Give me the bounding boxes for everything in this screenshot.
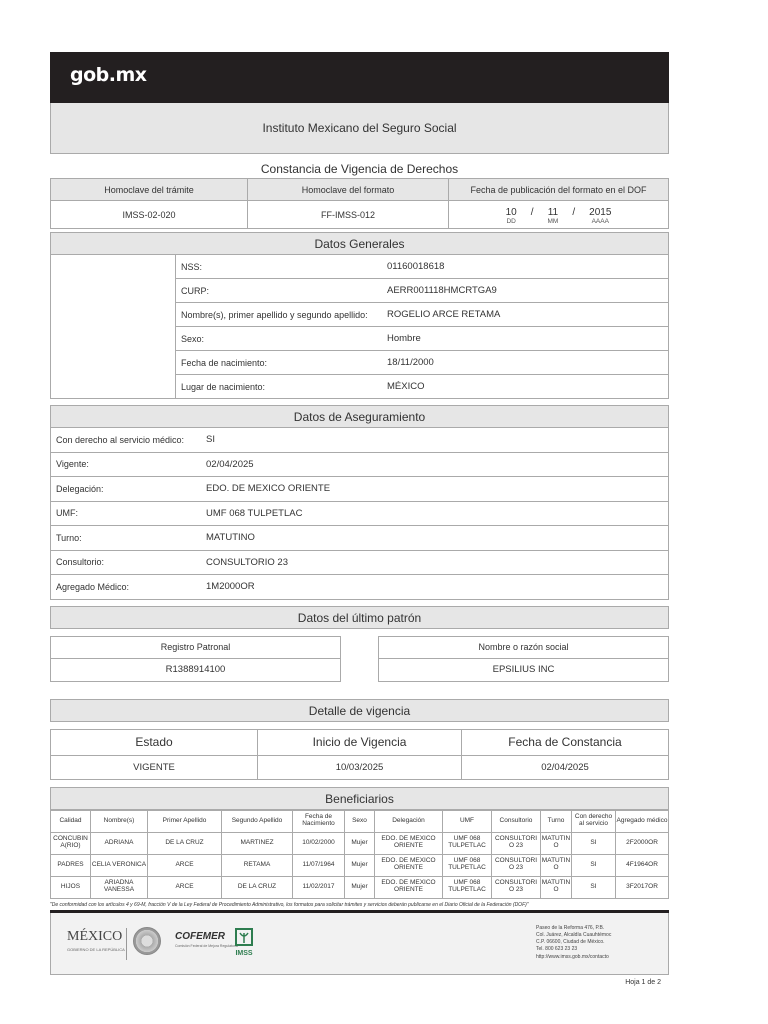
table-cell: 11/07/1964 [293,854,345,876]
table-cell: ADRIANA [91,832,148,854]
inicio-vigencia-value: 10/03/2025 [258,755,462,779]
datos-generales-row [176,351,669,375]
datos-generales-section [50,255,669,399]
estado-value: VIGENTE [51,755,258,779]
table-cell: SI [572,832,616,854]
table-row [51,832,669,854]
homoclave-tramite-value: IMSS-02-020 [51,201,248,229]
beneficiarios-column-header: UMF [443,810,492,832]
beneficiarios-column-header: Turno [541,810,572,832]
field-label: Lugar de nacimiento: [181,381,266,392]
date-year: 2015 [589,207,612,218]
field-value: 01160018618 [387,261,445,272]
table-cell: EDO. DE MEXICO ORIENTE [375,832,443,854]
beneficiarios-column-header: Calidad [51,810,91,832]
homoclave-table [50,178,669,229]
field-label: Consultorio: [56,557,105,568]
beneficiarios-column-header: Fecha de Nacimiento [293,810,345,832]
date-day-label: DD [506,218,516,225]
aseguramiento-row [50,526,669,551]
mexico-logo: MÉXICO [67,928,123,944]
datos-generales-row [176,303,669,327]
field-value: 1M2000OR [206,581,255,593]
registro-patronal-box [50,636,341,682]
document-title: Constancia de Vigencia de Derechos [260,162,459,176]
address-line: Paseo de la Reforma 476, P.B. [536,924,605,931]
table-cell: DE LA CRUZ [148,832,222,854]
table-cell: SI [572,854,616,876]
table-cell: 4F1964OR [616,854,669,876]
beneficiarios-column-header: Segundo Apellido [222,810,293,832]
table-cell: CONCUBIN A(RIO) [51,832,91,854]
field-label: Sexo: [181,333,205,344]
field-value: ROGELIO ARCE RETAMA [387,309,501,320]
datos-aseguramiento-section [50,428,669,600]
table-cell: Mujer [345,876,375,898]
aseguramiento-row [50,477,669,502]
ultimo-patron-section [50,636,669,682]
field-label: CURP: [181,285,210,296]
detalle-vigencia-table [50,729,669,780]
datos-generales-row [176,375,669,399]
table-cell: EDO. DE MEXICO ORIENTE [375,876,443,898]
beneficiarios-column-header: Con derecho al servicio [572,810,616,832]
homoclave-formato-value: FF-IMSS-012 [248,201,449,229]
field-value: EDO. DE MEXICO ORIENTE [206,483,331,495]
table-cell: 11/02/2017 [293,876,345,898]
table-cell: CONSULTORI O 23 [492,854,541,876]
beneficiarios-column-header: Delegación [375,810,443,832]
table-cell: CELIA VERONICA [91,854,148,876]
table-cell: 10/02/2000 [293,832,345,854]
ultimo-patron-title: Datos del último patrón [50,606,669,629]
datos-aseguramiento-title: Datos de Aseguramiento [50,405,669,428]
field-value: SI [206,434,215,446]
field-value: 18/11/2000 [387,357,434,368]
cofemer-logo: COFEMER [175,930,225,942]
fecha-publicacion-header: Fecha de publicación del formato en el DOF [449,179,669,201]
razon-social-value: EPSILIUS INC [378,659,669,682]
imss-logo-text: IMSS [235,949,253,957]
date-day: 10 [505,207,517,218]
field-label: Con derecho al servicio médico: [56,434,185,445]
beneficiarios-column-header: Primer Apellido [148,810,222,832]
table-cell: MARTINEZ [222,832,293,854]
field-label: NSS: [181,261,203,272]
detalle-vigencia-title: Detalle de vigencia [50,699,669,722]
field-label: Nombre(s), primer apellido y segundo apellido: [181,309,368,320]
page-indicator: Hoja 1 de 2 [625,978,661,986]
inicio-vigencia-header: Inicio de Vigencia [258,729,462,755]
homoclave-tramite-header: Homoclave del trámite [51,179,248,201]
table-cell: HIJOS [51,876,91,898]
datos-generales-row [176,327,669,351]
institution-name: Instituto Mexicano del Seguro Social [50,103,669,154]
aseguramiento-row [50,575,669,600]
date-separator: / [572,207,576,218]
aseguramiento-row [50,453,669,478]
contact-address [536,925,611,961]
registro-patronal-value: R1388914100 [50,659,341,682]
aseguramiento-row [50,428,669,453]
address-line: Tel. 800 623 23 23 [536,946,578,953]
address-line: Col. Juárez, Alcaldía Cuauhtémoc [536,931,612,938]
beneficiarios-column-header: Agregado médico [616,810,669,832]
table-cell: ARCE [148,854,222,876]
field-label: UMF: [56,508,78,519]
mexico-logo-subtitle: GOBIERNO DE LA REPÚBLICA [67,946,125,952]
national-seal-icon [133,927,161,955]
legal-note: "De conformidad con los artículos 4 y 69-M, fracción V de la Ley Federal de Procedimiento Administrativo, los formatos para solicitar trámites y servicios deberán publicarse en el Diario Oficial de la Federación (DOF)" [50,901,529,908]
table-cell: ARCE [148,876,222,898]
field-value: UMF 068 TULPETLAC [206,507,303,519]
table-row [51,876,669,898]
table-cell: Mujer [345,832,375,854]
date-separator: / [530,207,534,218]
table-cell: Mujer [345,854,375,876]
date-month: 11 [547,207,559,218]
aseguramiento-row [50,551,669,576]
footer [50,913,669,975]
table-row [51,854,669,876]
razon-social-label: Nombre o razón social [378,636,669,659]
table-cell: MATUTIN O [541,876,572,898]
table-cell: SI [572,876,616,898]
table-cell: UMF 068 TULPETLAC [443,876,492,898]
field-label: Turno: [56,532,82,543]
homoclave-formato-header: Homoclave del formato [248,179,449,201]
table-cell: DE LA CRUZ [222,876,293,898]
registro-patronal-label: Registro Patronal [50,636,341,659]
beneficiarios-title: Beneficiarios [50,787,669,810]
fecha-publicacion-value [449,201,669,229]
field-label: Agregado Médico: [56,581,130,592]
aseguramiento-row [50,502,669,527]
estado-header: Estado [51,729,258,755]
field-value: AERR001118HMCRTGA9 [387,285,497,296]
field-value: 02/04/2025 [206,458,254,470]
beneficiarios-table [50,810,669,899]
fecha-constancia-value: 02/04/2025 [462,755,669,779]
field-value: MÉXICO [387,381,425,392]
table-cell: 2F2000OR [616,832,669,854]
field-value: Hombre [387,333,421,344]
imss-logo-icon [233,927,255,957]
beneficiarios-column-header: Nombre(s) [91,810,148,832]
cofemer-subtitle: Comisión Federal de Mejora Regulatoria [175,943,238,948]
date-year-label: AAAA [591,218,609,225]
gob-header [50,52,669,103]
razon-social-box [378,636,669,682]
table-cell: ARIADNA VANESSA [91,876,148,898]
table-cell: 3F2017OR [616,876,669,898]
photo-placeholder [50,255,176,399]
address-line: C.P. 06600, Ciudad de México. [536,939,605,945]
datos-generales-row [176,279,669,303]
table-cell: PADRES [51,854,91,876]
table-cell: EDO. DE MEXICO ORIENTE [375,854,443,876]
field-label: Delegación: [56,483,104,494]
table-cell: CONSULTORI O 23 [492,876,541,898]
table-cell: RETAMA [222,854,293,876]
datos-generales-title: Datos Generales [50,232,669,255]
beneficiarios-column-header: Sexo [345,810,375,832]
datos-generales-row [176,255,669,279]
address-line: http://www.imss.gob.mx/contacto [536,953,609,960]
logo-divider [126,928,127,960]
date-month-label: MM [547,218,559,225]
document-page [50,52,669,986]
table-cell: MATUTIN O [541,832,572,854]
field-value: MATUTINO [206,532,255,544]
field-value: CONSULTORIO 23 [206,556,289,568]
beneficiarios-column-header: Consultorio [492,810,541,832]
field-label: Vigente: [56,459,89,470]
table-cell: UMF 068 TULPETLAC [443,832,492,854]
field-label: Fecha de nacimiento: [181,357,268,368]
table-cell: CONSULTORI O 23 [492,832,541,854]
table-cell: MATUTIN O [541,854,572,876]
gob-mx-logo[interactable]: gob.mx [70,64,147,86]
table-cell: UMF 068 TULPETLAC [443,854,492,876]
fecha-constancia-header: Fecha de Constancia [462,729,669,755]
